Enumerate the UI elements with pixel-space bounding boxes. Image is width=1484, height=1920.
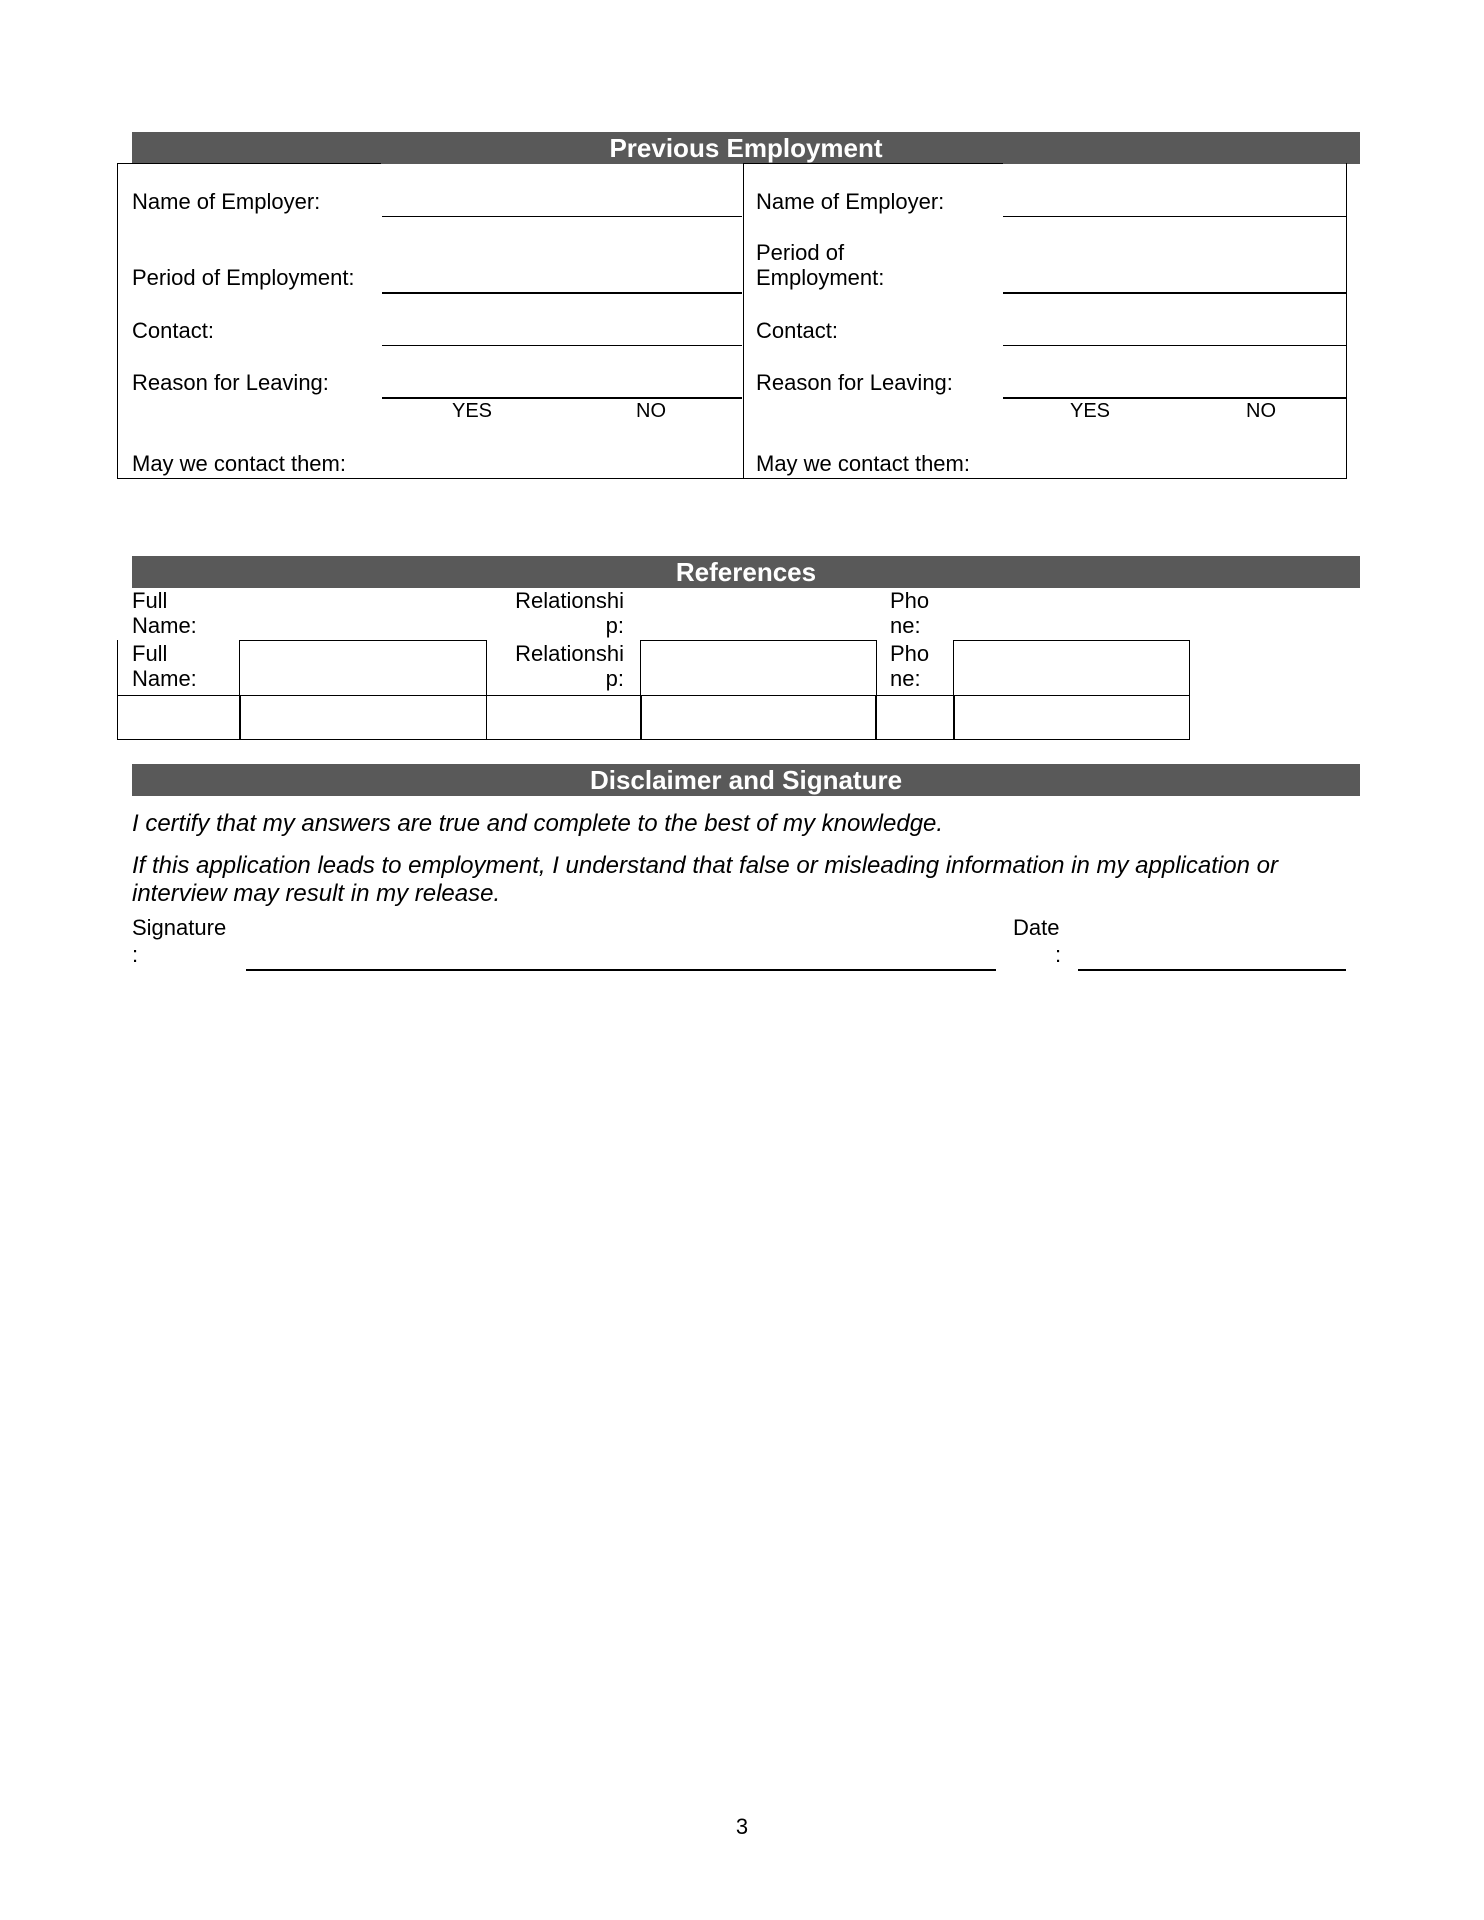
right-contact-label: Contact: [756, 318, 838, 343]
left-reason-label: Reason for Leaving: [132, 370, 329, 395]
ref1-relationship-label-l1: Relationshi [515, 588, 624, 613]
ref1-name-label-l2: Name: [132, 613, 197, 638]
left-employer-label: Name of Employer: [132, 189, 321, 214]
right-period-field[interactable] [1003, 292, 1346, 294]
ref2-name-input[interactable] [239, 640, 487, 696]
ref2-relationship-input[interactable] [640, 640, 877, 696]
disclaimer-header: Disclaimer and Signature [132, 764, 1360, 796]
signature-label-l1: Signature [132, 915, 227, 940]
page-number: 3 [735, 1814, 749, 1839]
left-period-label: Period of Employment: [132, 265, 355, 290]
right-may-contact-label: May we contact them: [756, 451, 970, 476]
ref2-relationship-label-l2: p: [605, 666, 624, 691]
ref2-phone-label-l1: Pho [890, 641, 930, 666]
right-employer-label: Name of Employer: [756, 189, 945, 214]
right-employer-field[interactable] [1003, 216, 1346, 217]
signature-field[interactable] [246, 969, 996, 971]
right-yes-option[interactable]: YES [1070, 400, 1111, 422]
ref3-cell-6[interactable] [953, 695, 1190, 740]
right-period-label-line1: Period of [756, 240, 845, 265]
frame-top-left [117, 163, 381, 164]
ref2-name-label-l1: Full [132, 641, 168, 666]
right-no-option[interactable]: NO [1246, 400, 1276, 422]
ref3-cell-5[interactable] [875, 695, 955, 740]
signature-label-l2: : [132, 942, 139, 967]
right-reason-field[interactable] [1003, 397, 1346, 399]
ref3-cell-2[interactable] [239, 695, 487, 740]
ref3-cell-3[interactable] [486, 695, 642, 740]
left-contact-field[interactable] [382, 345, 742, 346]
left-yes-option[interactable]: YES [452, 400, 493, 422]
ref1-phone-label-l2: ne: [890, 613, 921, 638]
previous-employment-header: Previous Employment [132, 132, 1360, 164]
right-period-label-line2: Employment: [756, 265, 885, 290]
left-period-field[interactable] [382, 292, 742, 294]
right-reason-label: Reason for Leaving: [756, 370, 953, 395]
ref2-phone-label-l2: ne: [890, 666, 921, 691]
disclaimer-certify-text: I certify that my answers are true and complete to the best of my knowledge. [132, 810, 944, 837]
references-header: References [132, 556, 1360, 588]
left-reason-field[interactable] [382, 397, 742, 399]
frame-middle [743, 163, 744, 479]
date-label-l1: Date [1013, 915, 1060, 940]
left-no-option[interactable]: NO [636, 400, 666, 422]
ref2-relationship-label-l1: Relationshi [515, 641, 624, 666]
ref1-name-label-l1: Full [132, 588, 168, 613]
frame-bottom [117, 478, 1347, 479]
ref1-phone-label-l1: Pho [890, 588, 930, 613]
ref3-cell-1[interactable] [117, 695, 241, 740]
frame-top-right [743, 163, 1003, 164]
frame-right [1346, 163, 1347, 479]
disclaimer-release-text-line2: interview may result in my release. [132, 880, 501, 907]
ref1-relationship-label-l2: p: [605, 613, 624, 638]
left-employer-field[interactable] [382, 216, 742, 217]
ref3-cell-4[interactable] [640, 695, 877, 740]
left-contact-label: Contact: [132, 318, 214, 343]
date-field[interactable] [1078, 969, 1346, 971]
ref2-phone-input[interactable] [953, 640, 1190, 696]
disclaimer-release-text-line1: If this application leads to employment, I understand that false or misleading information in my application or [132, 852, 1278, 879]
date-label-l2: : [1055, 942, 1062, 967]
right-contact-field[interactable] [1003, 345, 1346, 346]
left-may-contact-label: May we contact them: [132, 451, 346, 476]
frame-left [117, 163, 118, 479]
ref2-name-label-l2: Name: [132, 666, 197, 691]
